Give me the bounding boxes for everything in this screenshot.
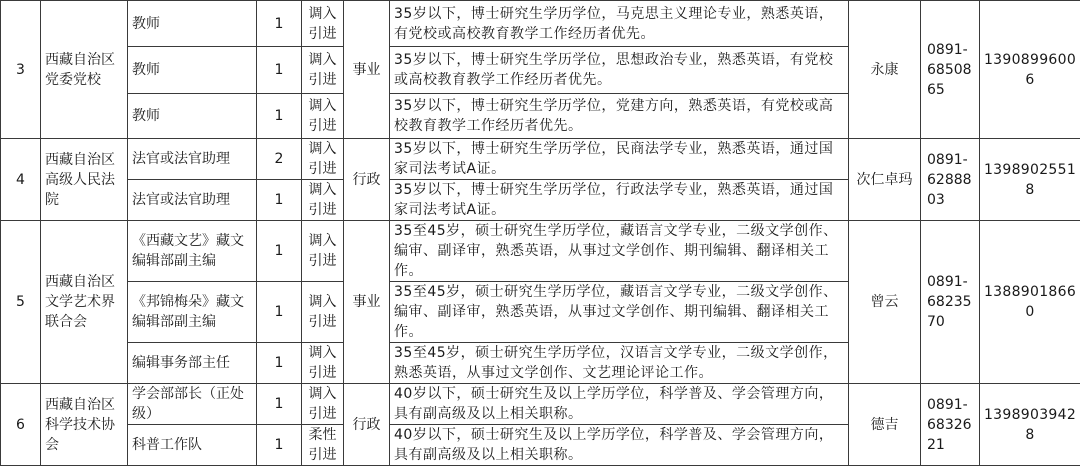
office-phone-cell: 0891-6850865 bbox=[921, 1, 980, 139]
requirements-cell: 40岁以下，硕士研究生及以上学历学位，科学普及、学会管理方向，具有副高级及以上相关职称。 bbox=[390, 425, 849, 466]
headcount-cell: 1 bbox=[257, 282, 302, 343]
post-name-cell: 编辑事务部主任 bbox=[128, 343, 257, 384]
table-row bbox=[1, 221, 1080, 282]
staff-type-cell: 行政 bbox=[344, 384, 390, 466]
staff-type-cell: 事业 bbox=[344, 221, 390, 384]
headcount-cell: 1 bbox=[257, 180, 302, 221]
contact-person-cell: 曾云 bbox=[849, 221, 921, 384]
requirements-cell: 35岁以下，博士研究生学历学位，民商法学专业，熟悉英语，通过国家司法考试A证。 bbox=[390, 139, 849, 180]
hire-method-cell: 调入引进 bbox=[302, 1, 344, 47]
requirements-cell: 35岁以下，博士研究生学历学位，马克思主义理论专业，熟悉英语，有党校或高校教育教学工作经历者优先。 bbox=[390, 1, 849, 47]
staff-type-cell: 行政 bbox=[344, 139, 390, 221]
mobile-phone-cell: 13989039428 bbox=[980, 384, 1080, 466]
headcount-cell: 1 bbox=[257, 94, 302, 139]
serial-number-cell: 6 bbox=[1, 384, 41, 466]
headcount-cell: 1 bbox=[257, 425, 302, 466]
requirements-cell: 40岁以下，硕士研究生及以上学历学位，科学普及、学会管理方向，具有副高级及以上相关职称。 bbox=[390, 384, 849, 425]
mobile-phone-cell: 13908996006 bbox=[980, 1, 1080, 139]
post-name-cell: 教师 bbox=[128, 94, 257, 139]
staff-type-cell: 事业 bbox=[344, 1, 390, 139]
headcount-cell: 1 bbox=[257, 221, 302, 282]
requirements-cell: 35至45岁，硕士研究生学历学位，藏语言文学专业，二级文学创作、编审、副译审，熟悉英语，从事过文学创作、期刊编辑、翻译相关工作。 bbox=[390, 282, 849, 343]
serial-number-cell: 3 bbox=[1, 1, 41, 139]
headcount-cell: 1 bbox=[257, 1, 302, 47]
mobile-phone-cell: 13889018660 bbox=[980, 221, 1080, 384]
requirements-cell: 35至45岁，硕士研究生学历学位，藏语言文学专业，二级文学创作、编审、副译审，熟悉英语，从事过文学创作、期刊编辑、翻译相关工作。 bbox=[390, 221, 849, 282]
hire-method-cell: 柔性引进 bbox=[302, 425, 344, 466]
headcount-cell: 2 bbox=[257, 139, 302, 180]
requirements-cell: 35岁以下，博士研究生学历学位，思想政治专业，熟悉英语，有党校或高校教育教学工作经历者优先。 bbox=[390, 47, 849, 94]
serial-number-cell: 5 bbox=[1, 221, 41, 384]
post-name-cell: 科普工作队 bbox=[128, 425, 257, 466]
post-name-cell: 教师 bbox=[128, 1, 257, 47]
post-name-cell: 《西藏文艺》藏文编辑部副主编 bbox=[128, 221, 257, 282]
post-name-cell: 学会部部长（正处级） bbox=[128, 384, 257, 425]
office-phone-cell: 0891-6288803 bbox=[921, 139, 980, 221]
requirements-cell: 35岁以下，博士研究生学历学位，行政法学专业，熟悉英语，通过国家司法考试A证。 bbox=[390, 180, 849, 221]
contact-person-cell: 德吉 bbox=[849, 384, 921, 466]
unit-name-cell: 西藏自治区科学技术协会 bbox=[41, 384, 128, 466]
post-name-cell: 法官或法官助理 bbox=[128, 180, 257, 221]
contact-person-cell: 永康 bbox=[849, 1, 921, 139]
hire-method-cell: 调入引进 bbox=[302, 282, 344, 343]
serial-number-cell: 4 bbox=[1, 139, 41, 221]
contact-person-cell: 次仁卓玛 bbox=[849, 139, 921, 221]
headcount-cell: 1 bbox=[257, 384, 302, 425]
table-row bbox=[1, 384, 1080, 425]
requirements-cell: 35岁以下，博士研究生学历学位，党建方向，熟悉英语，有党校或高校教育教学工作经历者优先。 bbox=[390, 94, 849, 139]
post-name-cell: 教师 bbox=[128, 47, 257, 94]
unit-name-cell: 西藏自治区党委党校 bbox=[41, 1, 128, 139]
hire-method-cell: 调入引进 bbox=[302, 47, 344, 94]
mobile-phone-cell: 13989025518 bbox=[980, 139, 1080, 221]
hire-method-cell: 调入引进 bbox=[302, 180, 344, 221]
headcount-cell: 1 bbox=[257, 343, 302, 384]
office-phone-cell: 0891-6832621 bbox=[921, 384, 980, 466]
table-row bbox=[1, 139, 1080, 180]
hire-method-cell: 调入引进 bbox=[302, 384, 344, 425]
office-phone-cell: 0891-6823570 bbox=[921, 221, 980, 384]
unit-name-cell: 西藏自治区高级人民法院 bbox=[41, 139, 128, 221]
hire-method-cell: 调入引进 bbox=[302, 343, 344, 384]
hire-method-cell: 调入引进 bbox=[302, 94, 344, 139]
requirements-cell: 35至45岁，硕士研究生学历学位，汉语言文学专业，二级文学创作，熟悉英语，从事过文学创作、文艺理论评论工作。 bbox=[390, 343, 849, 384]
hire-method-cell: 调入引进 bbox=[302, 139, 344, 180]
post-name-cell: 法官或法官助理 bbox=[128, 139, 257, 180]
headcount-cell: 1 bbox=[257, 47, 302, 94]
post-name-cell: 《邦锦梅朵》藏文编辑部副主编 bbox=[128, 282, 257, 343]
unit-name-cell: 西藏自治区文学艺术界联合会 bbox=[41, 221, 128, 384]
table-row bbox=[1, 1, 1080, 47]
hire-method-cell: 调入引进 bbox=[302, 221, 344, 282]
